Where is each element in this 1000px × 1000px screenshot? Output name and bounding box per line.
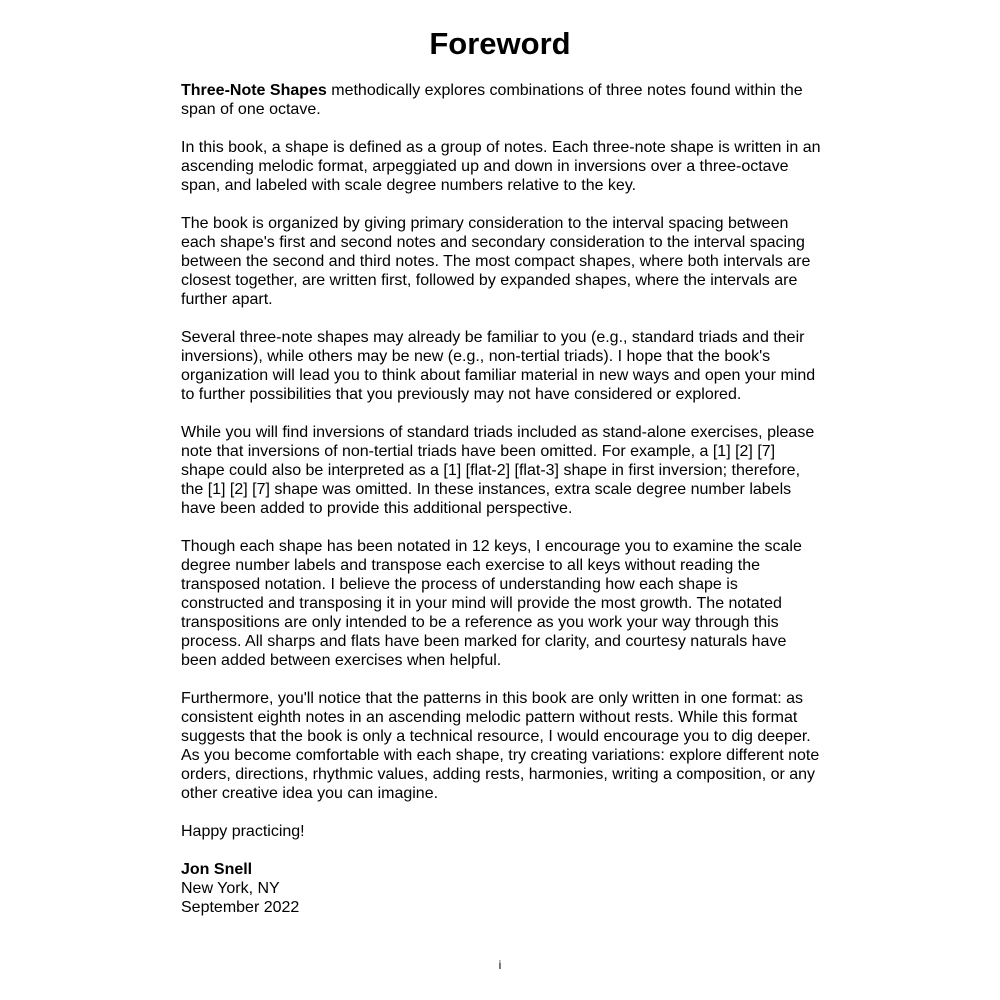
foreword-body (181, 81, 821, 917)
paragraph-transposition: Though each shape has been notated in 12 keys, I encourage you to examine the scale degree number labels and transpose each exercise to all keys without reading the transposed notation. I believe the process of understanding how each shape is constructed and transposing it in your mind will provide the most growth. The notated transpositions are only intended to be a reference as you work your way through this process. All sharps and flats have been marked for clarity, and courtesy naturals have been added between exercises when helpful. (181, 538, 802, 669)
paragraph-shape-definition: In this book, a shape is defined as a group of notes. Each three-note shape is written in an ascending melodic format, arpeggiated up and down in inversions over a three-octave span, and labeled with scale degree numbers relative to the key. (181, 139, 821, 194)
intro-text: methodically explores combinations of three notes found within the span of one octave. (181, 82, 803, 118)
paragraph-organization: The book is organized by giving primary consideration to the interval spacing between each shape's first and second notes and secondary consideration to the interval spacing between the second and third notes. The most compact shapes, where both intervals are closest together, are written first, followed by expanded shapes, where the intervals are further apart. (181, 215, 811, 308)
signature-location: New York, NY (181, 880, 280, 897)
intro-paragraph (181, 81, 821, 119)
signature-date: September 2022 (181, 899, 300, 916)
paragraph-format: Furthermore, you'll notice that the patterns in this book are only written in one format: as consistent eighth notes in an ascending melodic pattern without rests. While this format suggests that the book is only a technical resource, I would encourage you to dig deeper. As you become comfortable with each shape, try creating variations: explore different note orders, directions, rhythmic values, adding rests, harmonies, writing a composition, or any other creative idea you can imagine. (181, 690, 820, 802)
page-title: Foreword (429, 26, 571, 61)
signature-name: Jon Snell (181, 861, 253, 878)
book-title: Three-Note Shapes (181, 82, 327, 99)
signature-block (181, 860, 821, 917)
paragraph-inversions: While you will find inversions of standard triads included as stand-alone exercises, please note that inversions of non-tertial triads have been omitted. For example, a [1] [2] [7] shape could also be interpreted as a [1] [flat-2] [flat-3] shape in first inversion; therefore, the [1] [2] [7] shape was omitted. In these instances, extra scale degree number labels have been added to provide this additional perspective. (181, 424, 815, 517)
paragraph-closing: Happy practicing! (181, 823, 305, 840)
paragraph-familiar-shapes: Several three-note shapes may already be familiar to you (e.g., standard triads and their inversions), while others may be new (e.g., non-tertial triads). I hope that the book's organization will lead you to think about familiar material in new ways and open your mind to further possibilities that you previously may not have considered or explored. (181, 329, 816, 403)
page-number: i (498, 958, 502, 972)
